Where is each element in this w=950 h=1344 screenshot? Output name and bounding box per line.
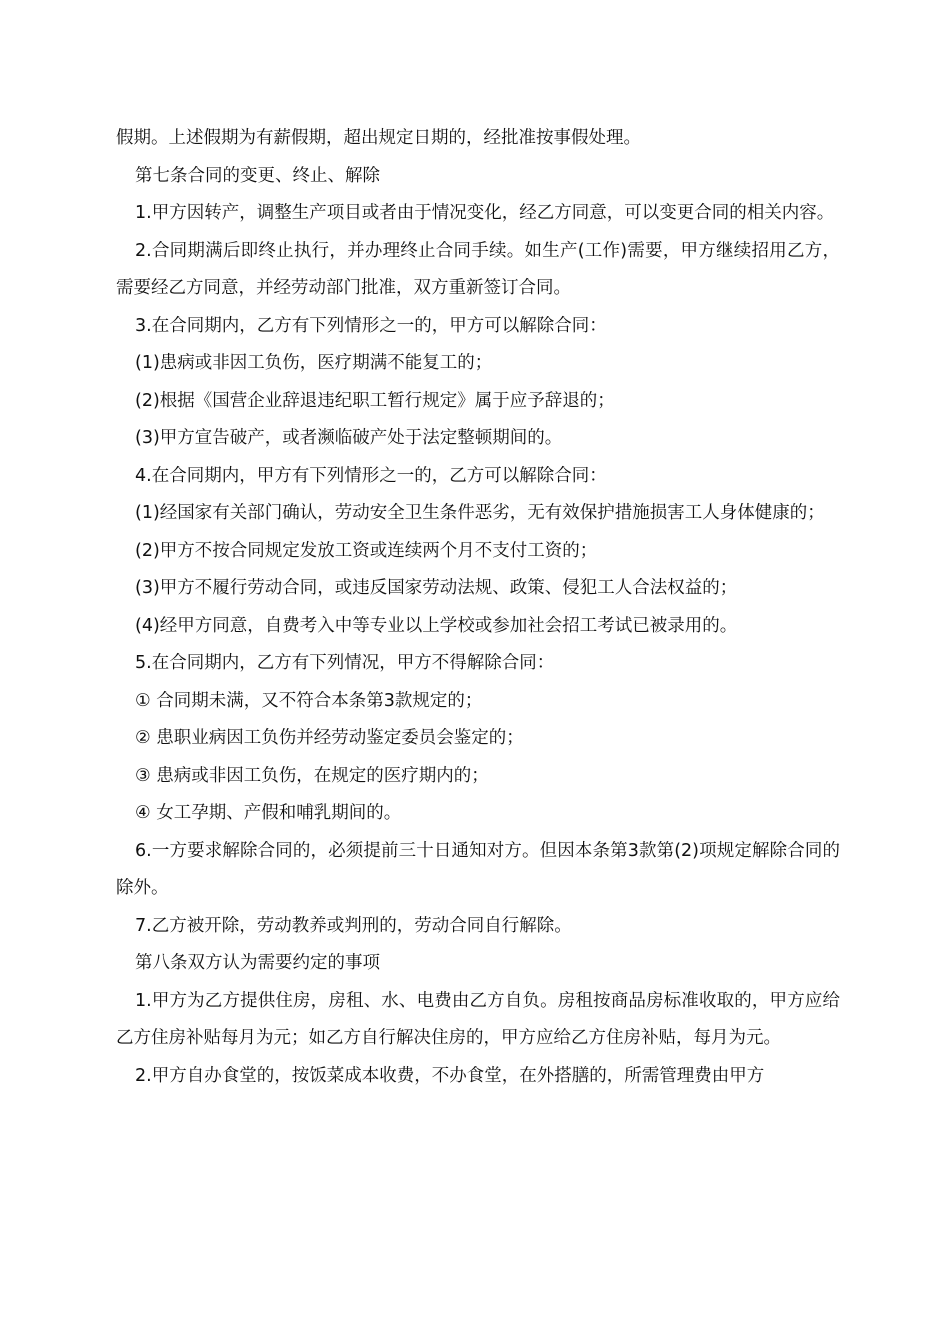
- list-item: ② 患职业病因工负伤并经劳动鉴定委员会鉴定的；: [135, 728, 524, 748]
- paragraph: 假期。上述假期为有薪假期，超出规定日期的，经批准按事假处理。: [116, 128, 641, 148]
- list-item: (4)经甲方同意，自费考入中等专业以上学校或参加社会招工考试已被录用的。: [135, 615, 738, 636]
- paragraph: 5.在合同期内，乙方有下列情况，甲方不得解除合同：: [135, 653, 555, 673]
- section-heading-article-7: 第七条合同的变更、终止、解除: [135, 165, 380, 186]
- paragraph: 2.甲方自办食堂的，按饭菜成本收费，不办食堂，在外搭膳的，所需管理费由甲方: [135, 1065, 765, 1086]
- list-item: (2)甲方不按合同规定发放工资或连续两个月不支付工资的；: [135, 540, 598, 561]
- paragraph: 3.在合同期内，乙方有下列情形之一的，甲方可以解除合同：: [135, 315, 607, 336]
- list-item: (1)经国家有关部门确认，劳动安全卫生条件恶劣，无有效保护措施损害工人身体健康的；: [135, 503, 825, 523]
- paragraph: 1.甲方因转产，调整生产项目或者由于情况变化，经乙方同意，可以变更合同的相关内容。: [135, 203, 835, 223]
- list-item: (3)甲方宣告破产，或者濒临破产处于法定整顿期间的。: [135, 428, 563, 448]
- paragraph: 7.乙方被开除，劳动教养或判刑的，劳动合同自行解除。: [135, 915, 572, 936]
- document-body: [116, 120, 840, 1095]
- section-heading-article-8: 第八条双方认为需要约定的事项: [135, 953, 380, 973]
- list-item: ① 合同期未满，又不符合本条第3款规定的；: [135, 690, 483, 711]
- paragraph: 1.甲方为乙方提供住房，房租、水、电费由乙方自负。房租按商品房标准收取的，甲方应给乙方住房补贴每月为元；如乙方自行解决住房的，甲方应给乙方住房补贴，每月为元。: [116, 990, 840, 1048]
- list-item: ③ 患病或非因工负伤，在规定的医疗期内的；: [135, 765, 489, 786]
- paragraph: 4.在合同期内，甲方有下列情形之一的，乙方可以解除合同：: [135, 465, 607, 486]
- list-item: (3)甲方不履行劳动合同，或违反国家劳动法规、政策、侵犯工人合法权益的；: [135, 578, 738, 598]
- paragraph: 6.一方要求解除合同的，必须提前三十日通知对方。但因本条第3款第(2)项规定解除合同的除外。: [116, 840, 840, 898]
- list-item: ④ 女工孕期、产假和哺乳期间的。: [135, 803, 402, 823]
- list-item: (2)根据《国营企业辞退违纪职工暂行规定》属于应予辞退的；: [135, 390, 615, 411]
- paragraph: 2.合同期满后即终止执行，并办理终止合同手续。如生产(工作)需要，甲方继续招用乙方，需要经乙方同意，并经劳动部门批准，双方重新签订合同。: [116, 240, 840, 298]
- list-item: (1)患病或非因工负伤，医疗期满不能复工的；: [135, 353, 493, 373]
